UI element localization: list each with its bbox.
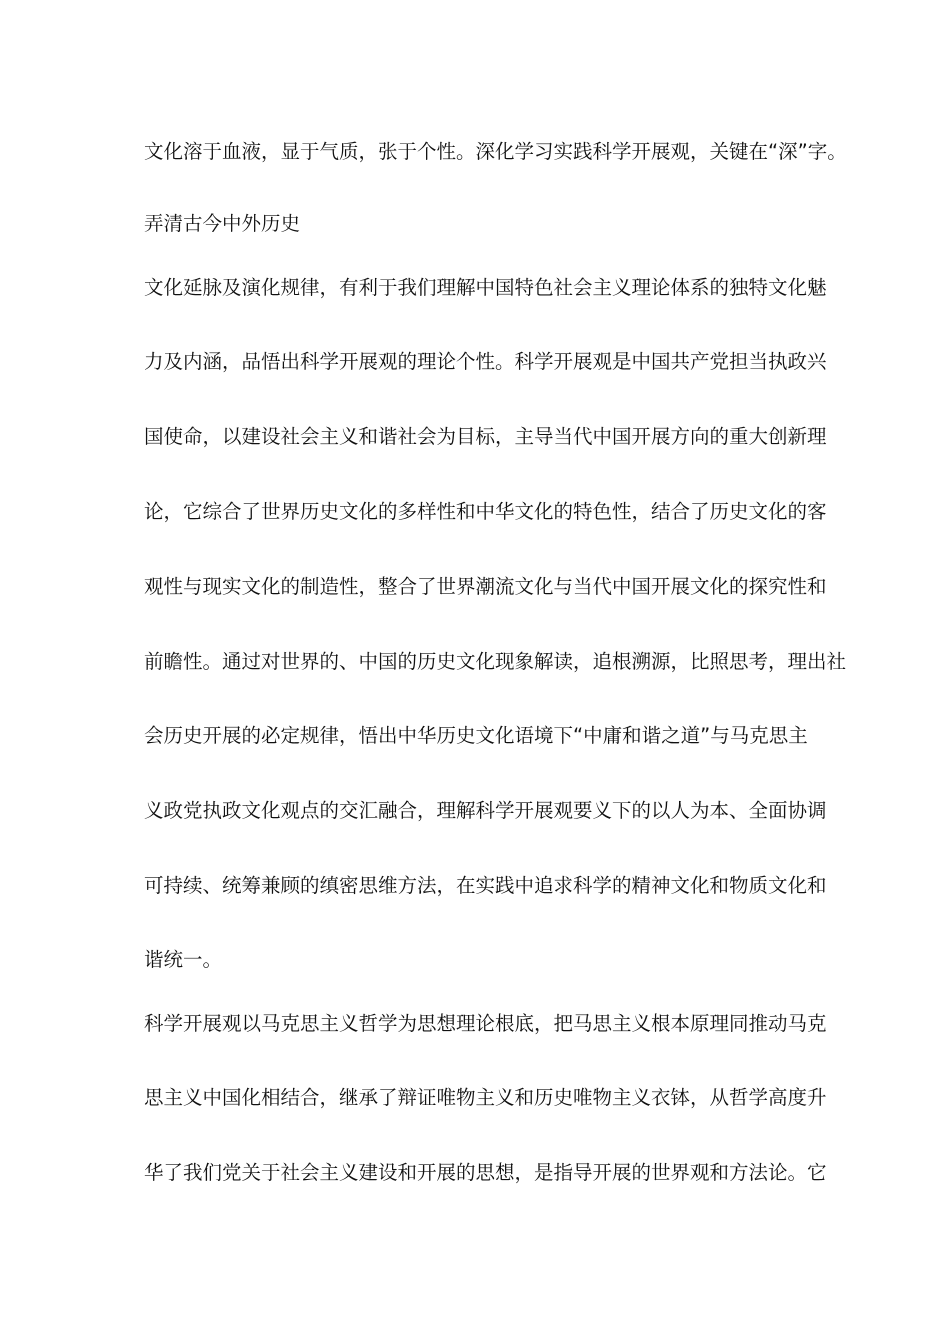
text-line: 文化溶于血液，显于气质，张于个性。深化学习实践科学开展观，关键在“深”字。	[144, 140, 847, 163]
text-line: 华了我们党关于社会主义建设和开展的思想，是指导开展的世界观和方法论。它	[144, 1161, 827, 1184]
text-line: 科学开展观以马克思主义哲学为思想理论根底，把马思主义根本原理同推动马克	[144, 1012, 827, 1035]
text-line: 前瞻性。通过对世界的、中国的历史文化现象解读，追根溯源，比照思考，理出社	[144, 650, 847, 673]
text-line: 可持续、统筹兼顾的缜密思维方法，在实践中追求科学的精神文化和物质文化和	[144, 874, 827, 897]
text-line: 会历史开展的必定规律，悟出中华历史文化语境下“中庸和谐之道”与马克思主	[144, 724, 808, 747]
text-line: 文化延脉及演化规律，有利于我们理解中国特色社会主义理论体系的独特文化魅	[144, 276, 827, 299]
text-line: 力及内涵，品悟出科学开展观的理论个性。科学开展观是中国共产党担当执政兴	[144, 350, 827, 373]
text-line: 义政党执政文化观点的交汇融合，理解科学开展观要义下的以人为本、全面协调	[144, 799, 827, 822]
section-heading: 弄清古今中外历史	[144, 212, 301, 235]
text-line: 思主义中国化相结合，继承了辩证唯物主义和历史唯物主义衣钵，从哲学高度升	[144, 1086, 827, 1109]
text-line: 论，它综合了世界历史文化的多样性和中华文化的特色性，结合了历史文化的客	[144, 500, 827, 523]
text-line: 谐统一。	[144, 948, 223, 971]
text-line: 观性与现实文化的制造性，整合了世界潮流文化与当代中国开展文化的探究性和	[144, 575, 827, 598]
text-line: 国使命，以建设社会主义和谐社会为目标，主导当代中国开展方向的重大创新理	[144, 425, 827, 448]
